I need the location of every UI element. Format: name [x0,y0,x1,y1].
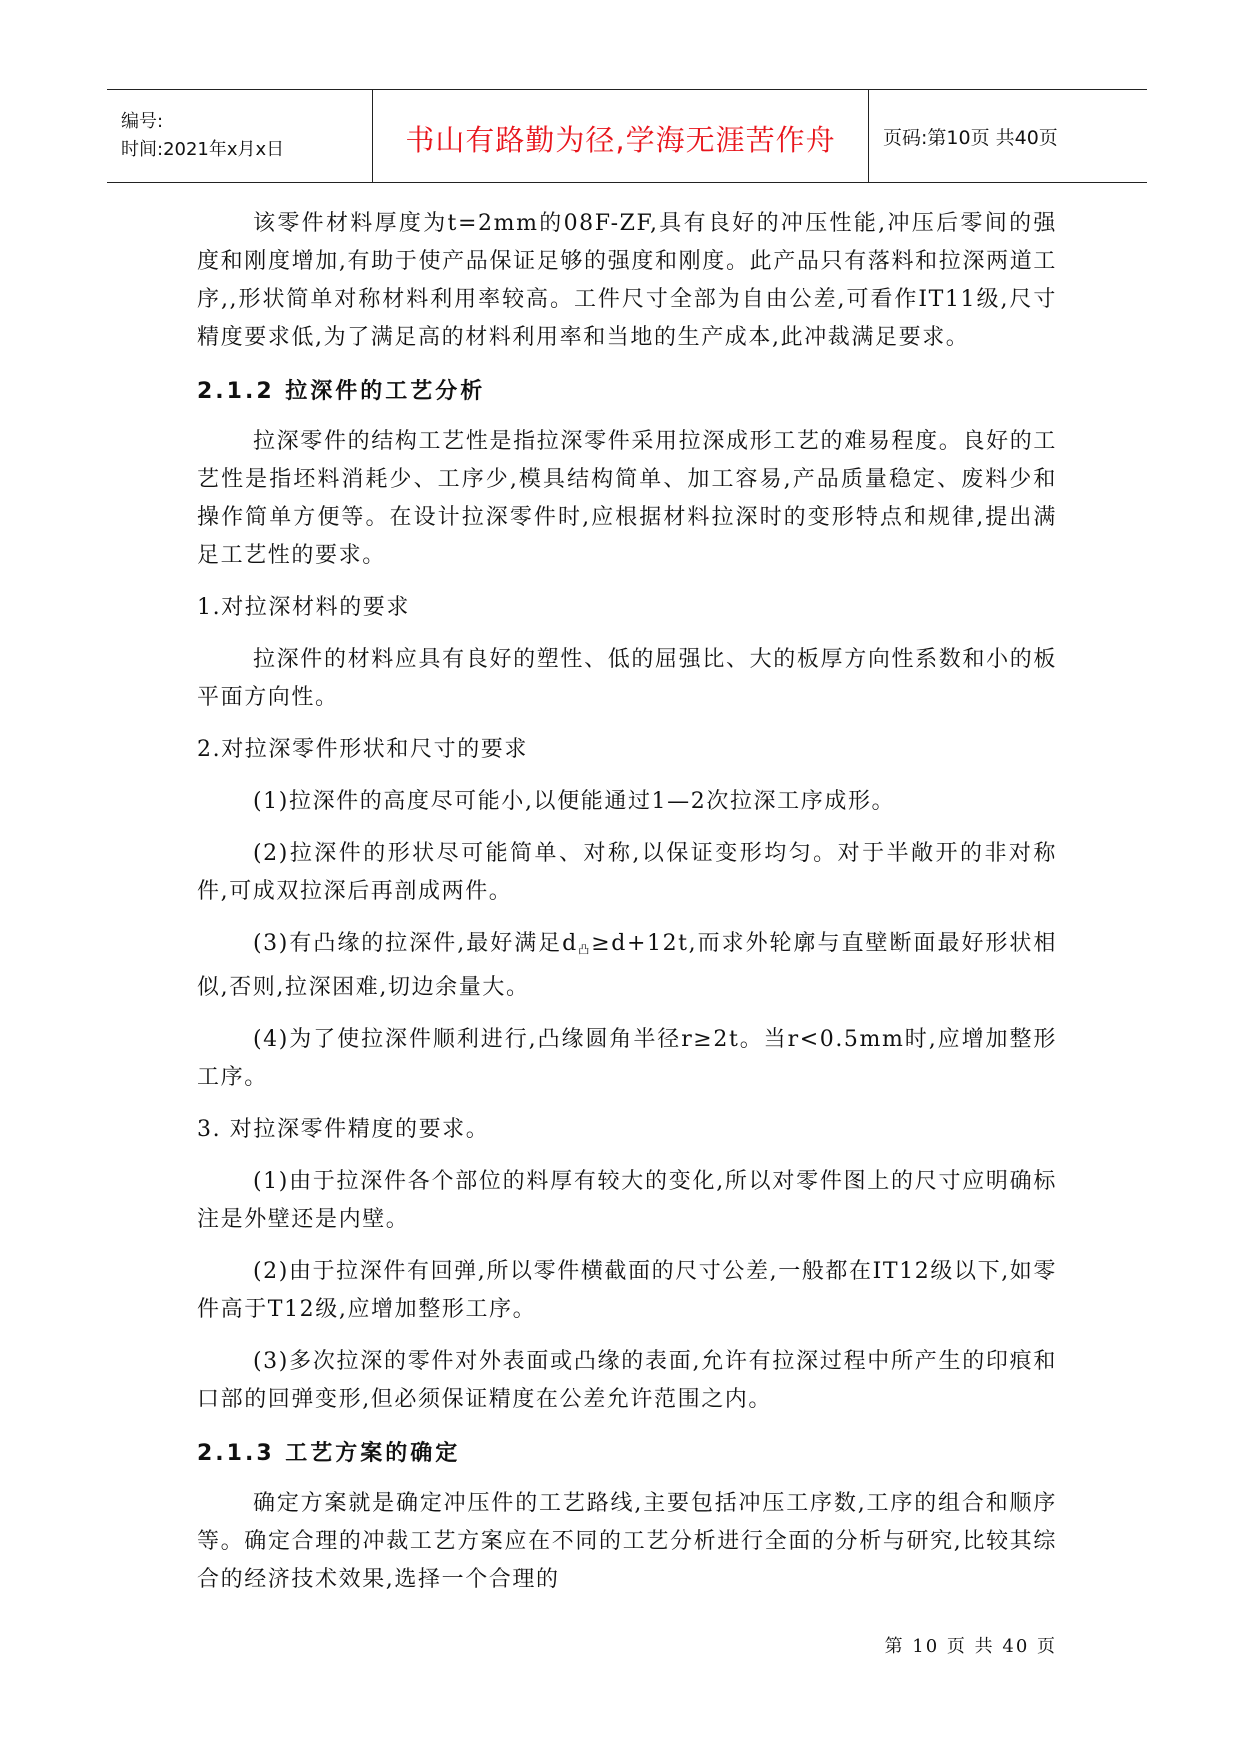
item3-2: (2)由于拉深件有回弹,所以零件横截面的尺寸公差,一般都在IT12级以下,如零件高于T12级,应增加整形工序。 [197,1259,1057,1322]
item3-title: 3. 对拉深零件精度的要求。 [197,1117,490,1142]
section-heading-2-1-3: 2.1.3 工艺方案的确定 [197,1441,461,1466]
document-body [197,205,1057,1599]
item2-3-subscript: 凸 [577,943,592,956]
item2-2: (2)拉深件的形状尽可能简单、对称,以保证变形均匀。对于半敞开的非对称件,可成双拉深后再剖成两件。 [197,841,1057,904]
item2-4: (4)为了使拉深件顺利进行,凸缘圆角半径r≥2t。当r<0.5mm时,应增加整形工序。 [197,1027,1057,1090]
header-meta [107,90,373,182]
code-label: 编号: [121,111,164,132]
item2-3-start: (3)有凸缘的拉深件,最好满足d [253,931,578,956]
item1-title: 1.对拉深材料的要求 [197,595,410,620]
page-footer: 第 10 页 共 40 页 [884,1636,1057,1657]
header-page-cell [869,90,1147,182]
item1-text: 拉深件的材料应具有良好的塑性、低的屈强比、大的板厚方向性系数和小的板平面方向性。 [197,647,1057,710]
time-label: 时间:2021年x月x日 [121,139,285,160]
page-header [107,89,1147,183]
paragraph-plan: 确定方案就是确定冲压件的工艺路线,主要包括冲压工序数,工序的组合和顺序等。确定合理的冲裁工艺方案应在不同的工艺分析进行全面的分析与研究,比较其综合的经济技术效果,选择一个合理的 [197,1491,1057,1592]
section-heading-2-1-2: 2.1.2 拉深件的工艺分析 [197,379,486,404]
item3-1: (1)由于拉深件各个部位的料厚有较大的变化,所以对零件图上的尺寸应明确标注是外壁还是内壁。 [197,1169,1057,1232]
page-label: 页码:第10页 共40页 [883,126,1058,149]
item3-3: (3)多次拉深的零件对外表面或凸缘的表面,允许有拉深过程中所产生的印痕和口部的回弹变形,但必须保证精度在公差允许范围之内。 [197,1349,1057,1412]
item2-1: (1)拉深件的高度尽可能小,以便能通过1—2次拉深工序成形。 [253,789,896,814]
item2-3-end: ≥d+12t,而求外轮廓与直壁断面最好形状相似,否则,拉深困难,切边余量大。 [197,931,1057,1000]
header-motto-cell [373,90,869,182]
item2-title: 2.对拉深零件形状和尺寸的要求 [197,737,528,762]
motto: 书山有路勤为径,学海无涯苦作舟 [405,122,836,157]
paragraph-material: 该零件材料厚度为t=2mm的08F-ZF,具有良好的冲压性能,冲压后零间的强度和刚度增加,有助于使产品保证足够的强度和刚度。此产品只有落料和拉深两道工序,,形状简单对称材料利用率较高。工件尺寸全部为自由公差,可看作IT11级,尺寸精度要求低,为了满足高的材料利用率和当地的生产成本,此冲裁满足要求。 [197,211,1057,350]
item2-3 [197,925,1057,1007]
paragraph-structure: 拉深零件的结构工艺性是指拉深零件采用拉深成形工艺的难易程度。良好的工艺性是指坯料消耗少、工序少,模具结构简单、加工容易,产品质量稳定、废料少和操作简单方便等。在设计拉深零件时,应根据材料拉深时的变形特点和规律,提出满足工艺性的要求。 [197,429,1057,568]
